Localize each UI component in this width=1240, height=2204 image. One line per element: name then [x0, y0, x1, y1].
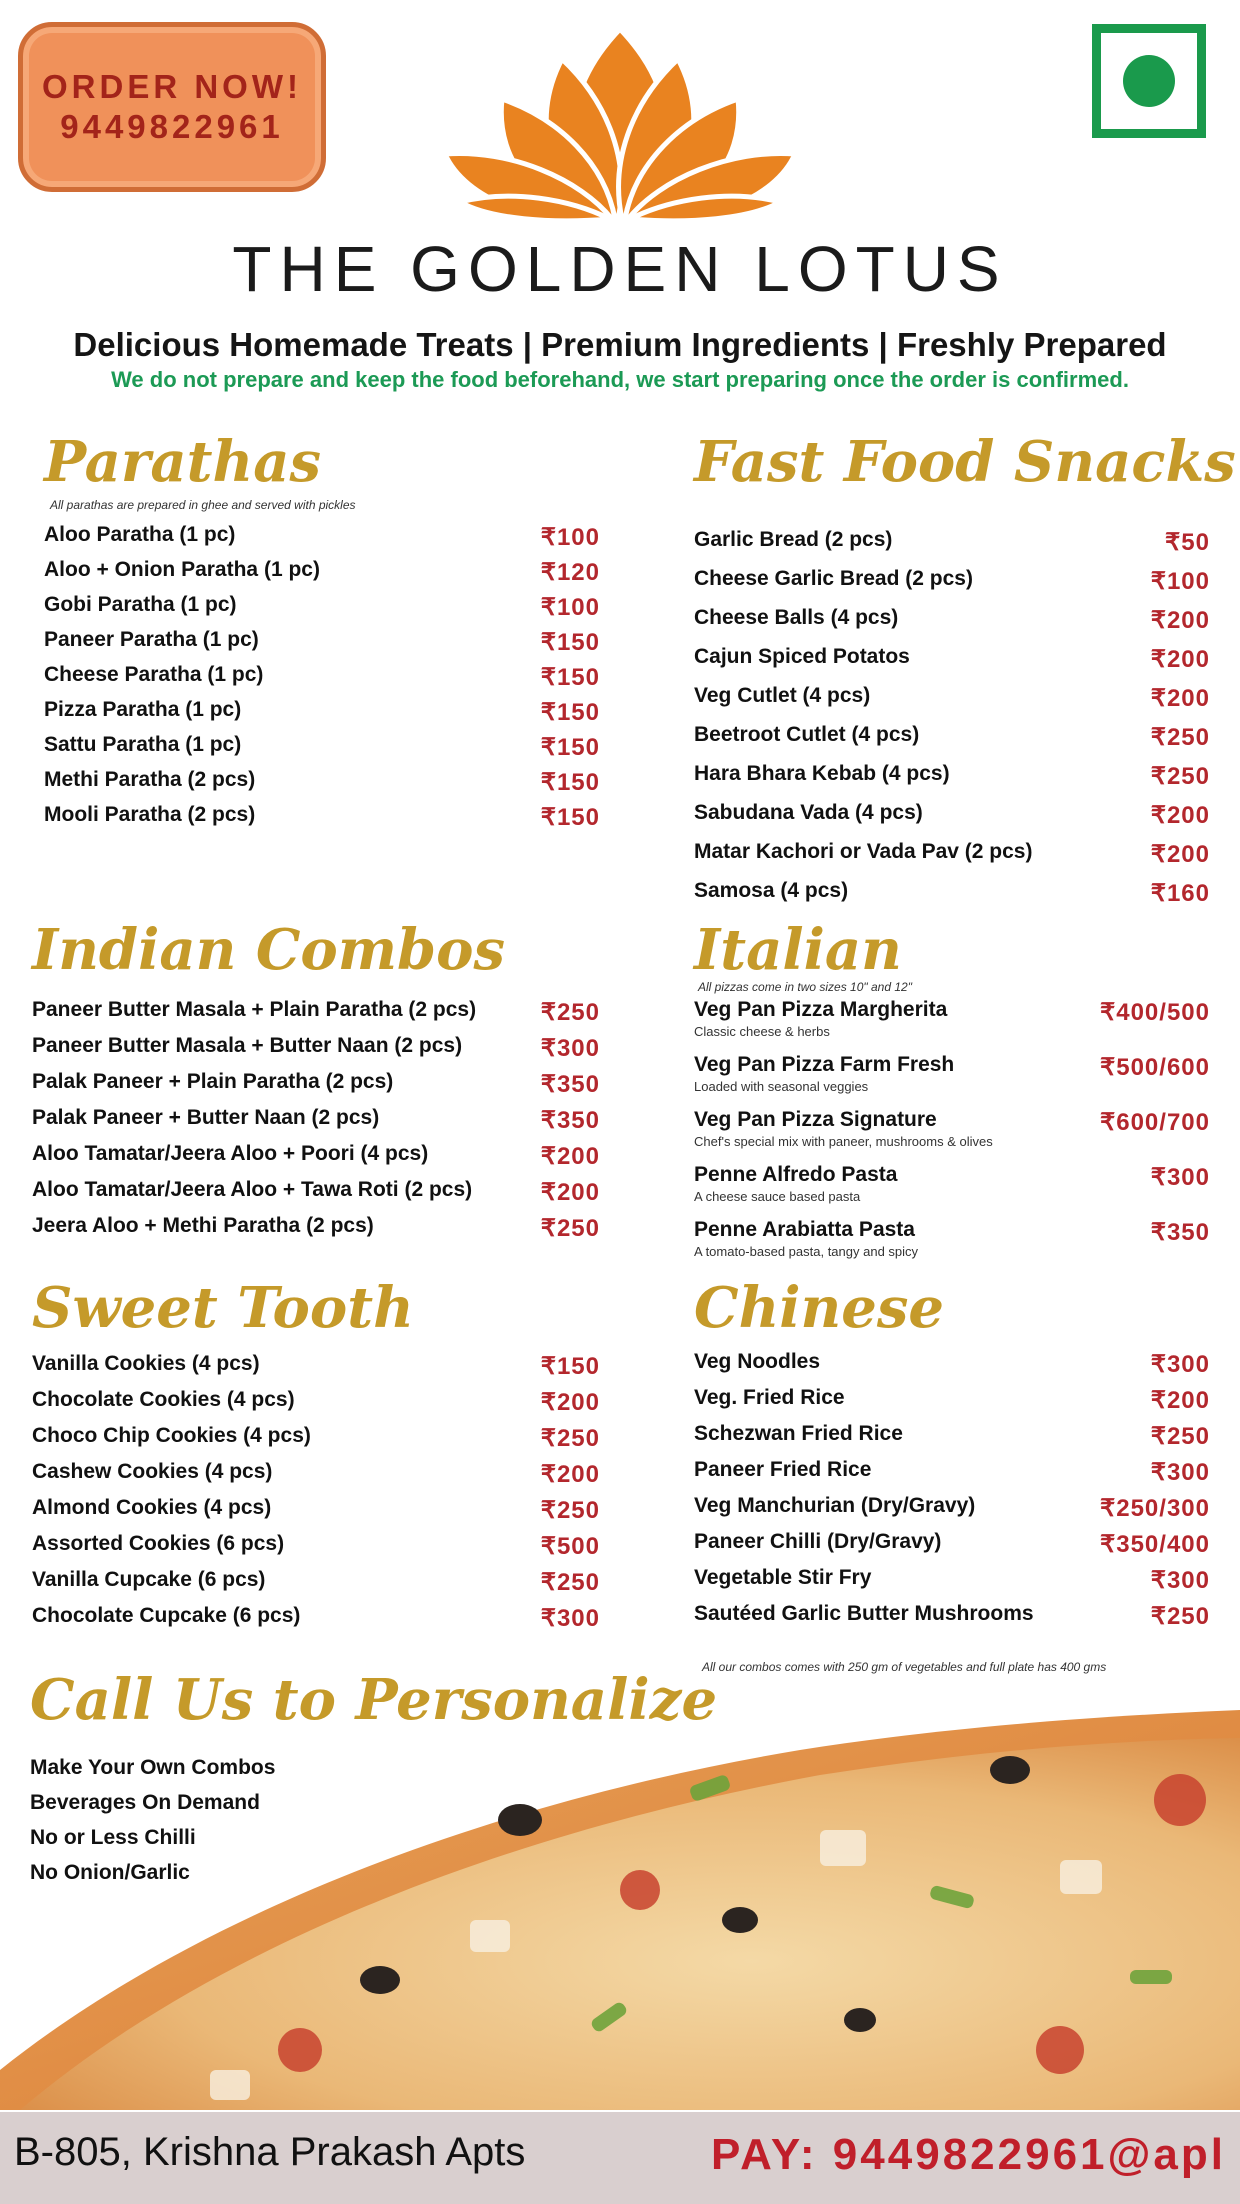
item-price: ₹200	[540, 1389, 600, 1416]
item-name: Cashew Cookies (4 pcs)	[32, 1460, 273, 1483]
item-name: Cajun Spiced Potatos	[694, 645, 910, 668]
item-name: Schezwan Fried Rice	[694, 1422, 903, 1445]
item-price: ₹250	[540, 1569, 600, 1596]
item-price: ₹250	[540, 999, 600, 1026]
veg-dot	[1123, 55, 1175, 107]
menu-item	[32, 1460, 600, 1496]
menu-item	[44, 523, 600, 558]
item-price: ₹150	[540, 734, 600, 761]
item-price: ₹200	[1150, 802, 1210, 829]
menu-item	[32, 1106, 600, 1142]
menu-item	[32, 1070, 600, 1106]
menu-item	[32, 1388, 600, 1424]
item-price: ₹400/500	[1099, 999, 1210, 1026]
item-name: Sabudana Vada (4 pcs)	[694, 801, 923, 824]
section-title-personalize: Call Us to Personalize	[30, 1667, 718, 1733]
item-price: ₹200	[1150, 607, 1210, 634]
tagline: Delicious Homemade Treats | Premium Ingredients | Freshly Prepared	[73, 326, 1167, 363]
item-name: Garlic Bread (2 pcs)	[694, 528, 893, 551]
personalize-item: No Onion/Garlic	[30, 1861, 190, 1884]
section-title-sweet-tooth: Sweet Tooth	[32, 1275, 414, 1341]
menu-item	[694, 1218, 1210, 1273]
item-name: Aloo Paratha (1 pc)	[44, 523, 236, 546]
item-name: Beetroot Cutlet (4 pcs)	[694, 723, 920, 746]
menu-item	[44, 593, 600, 628]
item-price: ₹150	[540, 1353, 600, 1380]
item-price: ₹200	[1150, 841, 1210, 868]
payment-upi[interactable]: PAY: 9449822961@apl	[711, 2130, 1226, 2179]
item-price: ₹200	[540, 1179, 600, 1206]
menu-item	[694, 1458, 1210, 1494]
item-description: Loaded with seasonal veggies	[694, 1079, 869, 1094]
italian-list	[694, 998, 1210, 1273]
item-price: ₹50	[1165, 529, 1210, 556]
item-price: ₹250	[1150, 1423, 1210, 1450]
menu-item	[694, 1566, 1210, 1602]
item-description: A cheese sauce based pasta	[694, 1189, 861, 1204]
item-name: Paneer Paratha (1 pc)	[44, 628, 259, 651]
item-name	[694, 1163, 897, 1204]
item-title: Veg Pan Pizza Farm Fresh	[694, 1053, 955, 1076]
item-price: ₹300	[540, 1035, 600, 1062]
item-name: Cheese Paratha (1 pc)	[44, 663, 264, 686]
item-price: ₹200	[1150, 1387, 1210, 1414]
item-name: Methi Paratha (2 pcs)	[44, 768, 256, 791]
section-title-italian: Italian	[694, 917, 902, 983]
item-name	[694, 1053, 954, 1094]
menu-item	[32, 1532, 600, 1568]
item-name: Vanilla Cupcake (6 pcs)	[32, 1568, 266, 1591]
item-price: ₹250	[540, 1215, 600, 1242]
item-price: ₹200	[1150, 685, 1210, 712]
personalize-item: Beverages On Demand	[30, 1791, 260, 1814]
menu-item	[44, 663, 600, 698]
item-price: ₹300	[1150, 1459, 1210, 1486]
item-price: ₹150	[540, 804, 600, 831]
sweet-tooth-list	[32, 1352, 600, 1640]
parathas-list	[44, 523, 600, 838]
menu-item	[694, 567, 1210, 606]
address: B-805, Krishna Prakash Apts	[14, 2130, 526, 2174]
item-name: Vanilla Cookies (4 pcs)	[32, 1352, 260, 1375]
item-description: A tomato-based pasta, tangy and spicy	[694, 1244, 919, 1259]
item-name: Jeera Aloo + Methi Paratha (2 pcs)	[32, 1214, 374, 1237]
item-title: Veg Pan Pizza Signature	[694, 1108, 937, 1131]
item-name: Assorted Cookies (6 pcs)	[32, 1532, 285, 1555]
menu-item	[694, 840, 1210, 879]
menu-item	[32, 1424, 600, 1460]
indian-combos-list	[32, 998, 600, 1250]
item-price: ₹500/600	[1099, 1054, 1210, 1081]
menu-item	[32, 1214, 600, 1250]
item-name: Palak Paneer + Plain Paratha (2 pcs)	[32, 1070, 394, 1093]
item-price: ₹500	[540, 1533, 600, 1560]
item-name: Sautéed Garlic Butter Mushrooms	[694, 1602, 1034, 1625]
menu-item	[32, 1142, 600, 1178]
preparation-notice: We do not prepare and keep the food beforehand, we start preparing once the order is confirmed.	[111, 367, 1129, 392]
item-name: Aloo Tamatar/Jeera Aloo + Poori (4 pcs)	[32, 1142, 429, 1165]
item-name: Veg Manchurian (Dry/Gravy)	[694, 1494, 976, 1517]
menu-item	[694, 998, 1210, 1053]
menu-item	[32, 1604, 600, 1640]
personalize-list	[30, 1756, 275, 1896]
item-price: ₹100	[540, 594, 600, 621]
item-name: Cheese Balls (4 pcs)	[694, 606, 899, 629]
item-price: ₹160	[1150, 880, 1210, 907]
item-price: ₹100	[540, 524, 600, 551]
menu-item	[694, 1108, 1210, 1163]
item-price: ₹350	[540, 1071, 600, 1098]
item-name: Chocolate Cupcake (6 pcs)	[32, 1604, 301, 1627]
chinese-portion-note: All our combos comes with 250 gm of vegetables and full plate has 400 gms	[702, 1660, 1107, 1674]
item-name: Matar Kachori or Vada Pav (2 pcs)	[694, 840, 1033, 863]
menu-item	[44, 733, 600, 768]
menu-item	[44, 558, 600, 593]
item-title: Penne Alfredo Pasta	[694, 1163, 898, 1186]
item-name: Vegetable Stir Fry	[694, 1566, 872, 1589]
item-name: Almond Cookies (4 pcs)	[32, 1496, 272, 1519]
menu-item	[694, 606, 1210, 645]
section-title-fast-food: Fast Food Snacks	[694, 429, 1236, 495]
item-price: ₹250	[1150, 763, 1210, 790]
item-name: Paneer Chilli (Dry/Gravy)	[694, 1530, 942, 1553]
item-price: ₹300	[1150, 1164, 1210, 1191]
item-title: Veg Pan Pizza Margherita	[694, 998, 948, 1021]
item-price: ₹350/400	[1099, 1531, 1210, 1558]
personalize-item: Make Your Own Combos	[30, 1756, 276, 1779]
item-price: ₹350	[1150, 1219, 1210, 1246]
item-title: Penne Arabiatta Pasta	[694, 1218, 915, 1241]
item-price: ₹250	[540, 1497, 600, 1524]
item-description: Chef's special mix with paneer, mushrooms & olives	[694, 1134, 993, 1149]
item-name	[694, 1218, 918, 1259]
menu-item	[32, 1034, 600, 1070]
item-name: Gobi Paratha (1 pc)	[44, 593, 237, 616]
item-price: ₹250	[1150, 724, 1210, 751]
item-name: Chocolate Cookies (4 pcs)	[32, 1388, 295, 1411]
menu-item	[32, 998, 600, 1034]
item-name: Aloo + Onion Paratha (1 pc)	[44, 558, 320, 581]
item-price: ₹600/700	[1099, 1109, 1210, 1136]
item-name: Aloo Tamatar/Jeera Aloo + Tawa Roti (2 pcs)	[32, 1178, 473, 1201]
item-name: Palak Paneer + Butter Naan (2 pcs)	[32, 1106, 380, 1129]
italian-note: All pizzas come in two sizes 10" and 12"	[698, 980, 912, 994]
menu-item	[32, 1568, 600, 1604]
order-now-label: ORDER NOW!	[42, 68, 302, 105]
menu-item	[694, 645, 1210, 684]
item-price: ₹150	[540, 629, 600, 656]
menu-item	[694, 801, 1210, 840]
menu-item	[694, 879, 1210, 918]
menu-item	[694, 1494, 1210, 1530]
parathas-note: All parathas are prepared in ghee and served with pickles	[50, 498, 356, 512]
brand-title: THE GOLDEN LOTUS	[232, 233, 1008, 305]
item-price: ₹300	[540, 1605, 600, 1632]
item-price: ₹150	[540, 769, 600, 796]
menu-item	[44, 768, 600, 803]
order-phone[interactable]: 9449822961	[60, 108, 284, 145]
item-name: Pizza Paratha (1 pc)	[44, 698, 242, 721]
item-price: ₹200	[540, 1143, 600, 1170]
menu-item	[44, 803, 600, 838]
section-title-chinese: Chinese	[694, 1275, 945, 1341]
order-now-badge[interactable]	[18, 22, 326, 192]
item-price: ₹120	[540, 559, 600, 586]
item-name: Veg. Fried Rice	[694, 1386, 845, 1409]
menu-item	[32, 1352, 600, 1388]
menu-item	[694, 1602, 1210, 1638]
item-price: ₹300	[1150, 1567, 1210, 1594]
item-price: ₹200	[1150, 646, 1210, 673]
lotus-logo-icon	[440, 14, 800, 224]
item-name	[694, 998, 947, 1039]
item-name: Paneer Butter Masala + Butter Naan (2 pcs)	[32, 1034, 463, 1057]
item-name: Hara Bhara Kebab (4 pcs)	[694, 762, 950, 785]
veg-symbol-icon	[1092, 24, 1206, 138]
menu-item	[694, 1422, 1210, 1458]
item-price: ₹350	[540, 1107, 600, 1134]
menu-item	[694, 723, 1210, 762]
chinese-list	[694, 1350, 1210, 1638]
item-name: Paneer Fried Rice	[694, 1458, 872, 1481]
section-title-parathas: Parathas	[44, 429, 322, 495]
item-price: ₹100	[1150, 568, 1210, 595]
menu-item	[694, 762, 1210, 801]
personalize-item: No or Less Chilli	[30, 1826, 196, 1849]
item-name: Sattu Paratha (1 pc)	[44, 733, 242, 756]
item-price: ₹250	[540, 1425, 600, 1452]
item-description: Classic cheese & herbs	[694, 1024, 830, 1039]
menu-item	[44, 698, 600, 733]
menu-item	[694, 1530, 1210, 1566]
item-name	[694, 1108, 993, 1149]
menu-item	[694, 684, 1210, 723]
item-name: Samosa (4 pcs)	[694, 879, 849, 902]
item-name: Mooli Paratha (2 pcs)	[44, 803, 256, 826]
item-name: Choco Chip Cookies (4 pcs)	[32, 1424, 311, 1447]
item-price: ₹150	[540, 699, 600, 726]
menu-item	[694, 1386, 1210, 1422]
menu-item	[694, 528, 1210, 567]
menu-item	[694, 1053, 1210, 1108]
item-price: ₹200	[540, 1461, 600, 1488]
item-name: Veg Cutlet (4 pcs)	[694, 684, 871, 707]
menu-item	[32, 1178, 600, 1214]
menu-item	[694, 1350, 1210, 1386]
menu-item	[32, 1496, 600, 1532]
section-title-indian-combos: Indian Combos	[32, 917, 506, 983]
item-price: ₹250/300	[1099, 1495, 1210, 1522]
pizza-photo	[0, 1690, 1240, 2110]
menu-item	[694, 1163, 1210, 1218]
item-price: ₹250	[1150, 1603, 1210, 1630]
menu-item	[44, 628, 600, 663]
item-name: Paneer Butter Masala + Plain Paratha (2 pcs)	[32, 998, 477, 1021]
item-name: Veg Noodles	[694, 1350, 821, 1373]
item-name: Cheese Garlic Bread (2 pcs)	[694, 567, 973, 590]
fast-food-list	[694, 528, 1210, 918]
item-price: ₹300	[1150, 1351, 1210, 1378]
item-price: ₹150	[540, 664, 600, 691]
